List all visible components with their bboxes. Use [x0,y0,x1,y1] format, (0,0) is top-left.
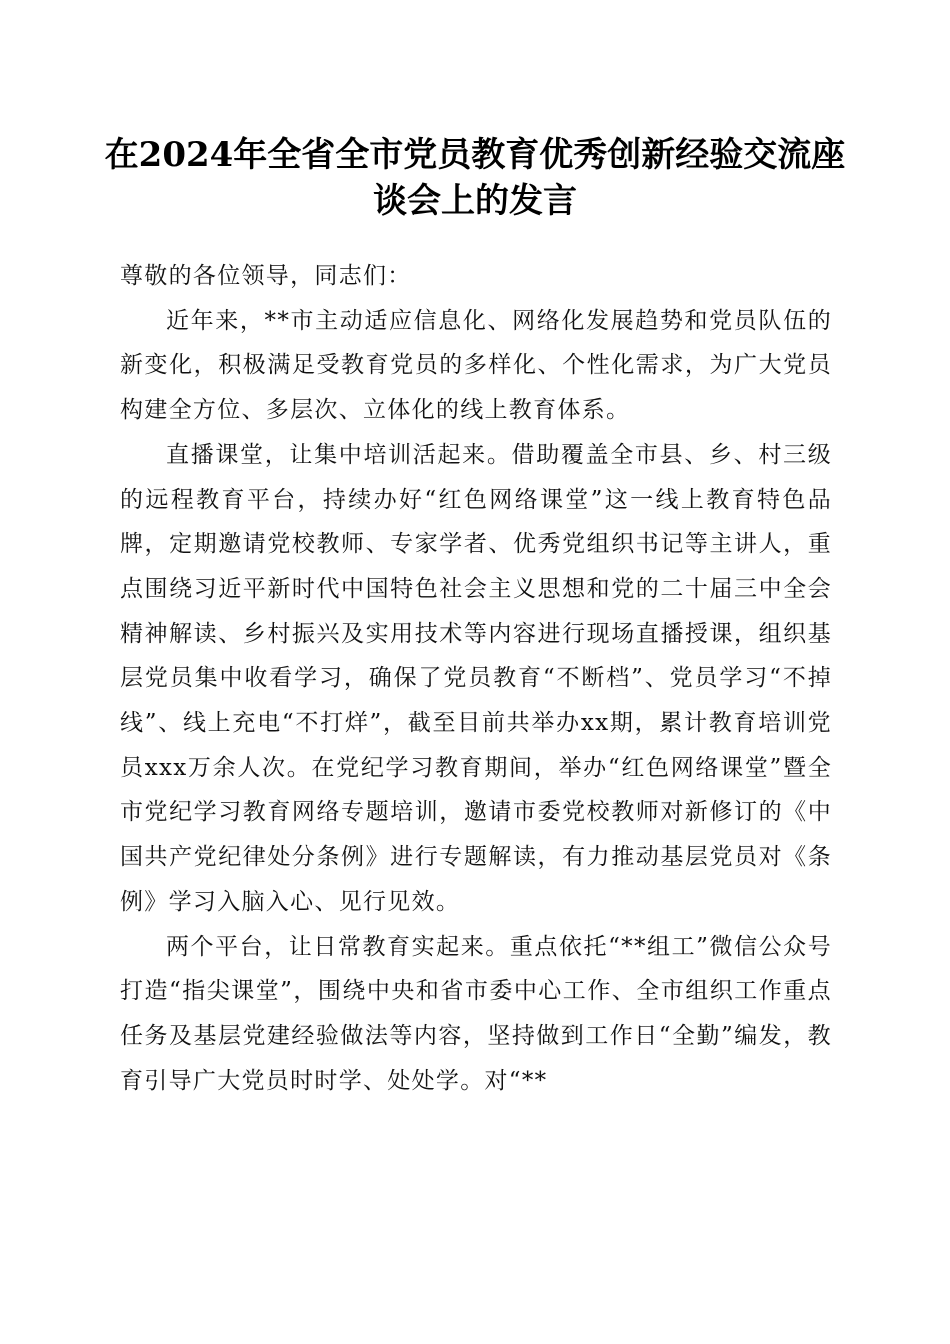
salutation: 尊敬的各位领导，同志们： [120,263,412,289]
paragraph-two-platforms: 两个平台，让日常教育实起来。重点依托“**组工”微信公众号打造“指尖课堂”，围绕中央和省市委中心工作、全市组织工作重点任务及基层党建经验做法等内容，坚持做到工作日“全勤”编发，教育引导广大党员时时学、处处学。对“** [120,933,832,1094]
paragraph-live-classroom: 直播课堂，让集中培训活起来。借助覆盖全市县、乡、村三级的远程教育平台，持续办好“红色网络课堂”这一线上教育特色品牌，定期邀请党校教师、专家学者、优秀党组织书记等主讲人，重点围绕习近平新时代中国特色社会主义思想和党的二十届三中全会精神解读、乡村振兴及实用技术等内容进行现场直播授课，组织基层党员集中收看学习，确保了党员教育“不断档”、党员学习“不掉线”、线上充电“不打烊”，截至目前共举办xx期，累计教育培训党员xxx万余人次。在党纪学习教育期间，举办“红色网络课堂”暨全市党纪学习教育网络专题培训，邀请市委党校教师对新修订的《中国共产党纪律处分条例》进行专题解读，有力推动基层党员对《条例》学习入脑入心、见行见效。 [120,441,832,915]
document-body [120,254,832,1103]
document-title: 在2024年全省全市党员教育优秀创新经验交流座谈会上的发言 [104,135,846,221]
paragraph-intro: 近年来，**市主动适应信息化、网络化发展趋势和党员队伍的新变化，积极满足受教育党员的多样化、个性化需求，为广大党员构建全方位、多层次、立体化的线上教育体系。 [120,307,832,424]
